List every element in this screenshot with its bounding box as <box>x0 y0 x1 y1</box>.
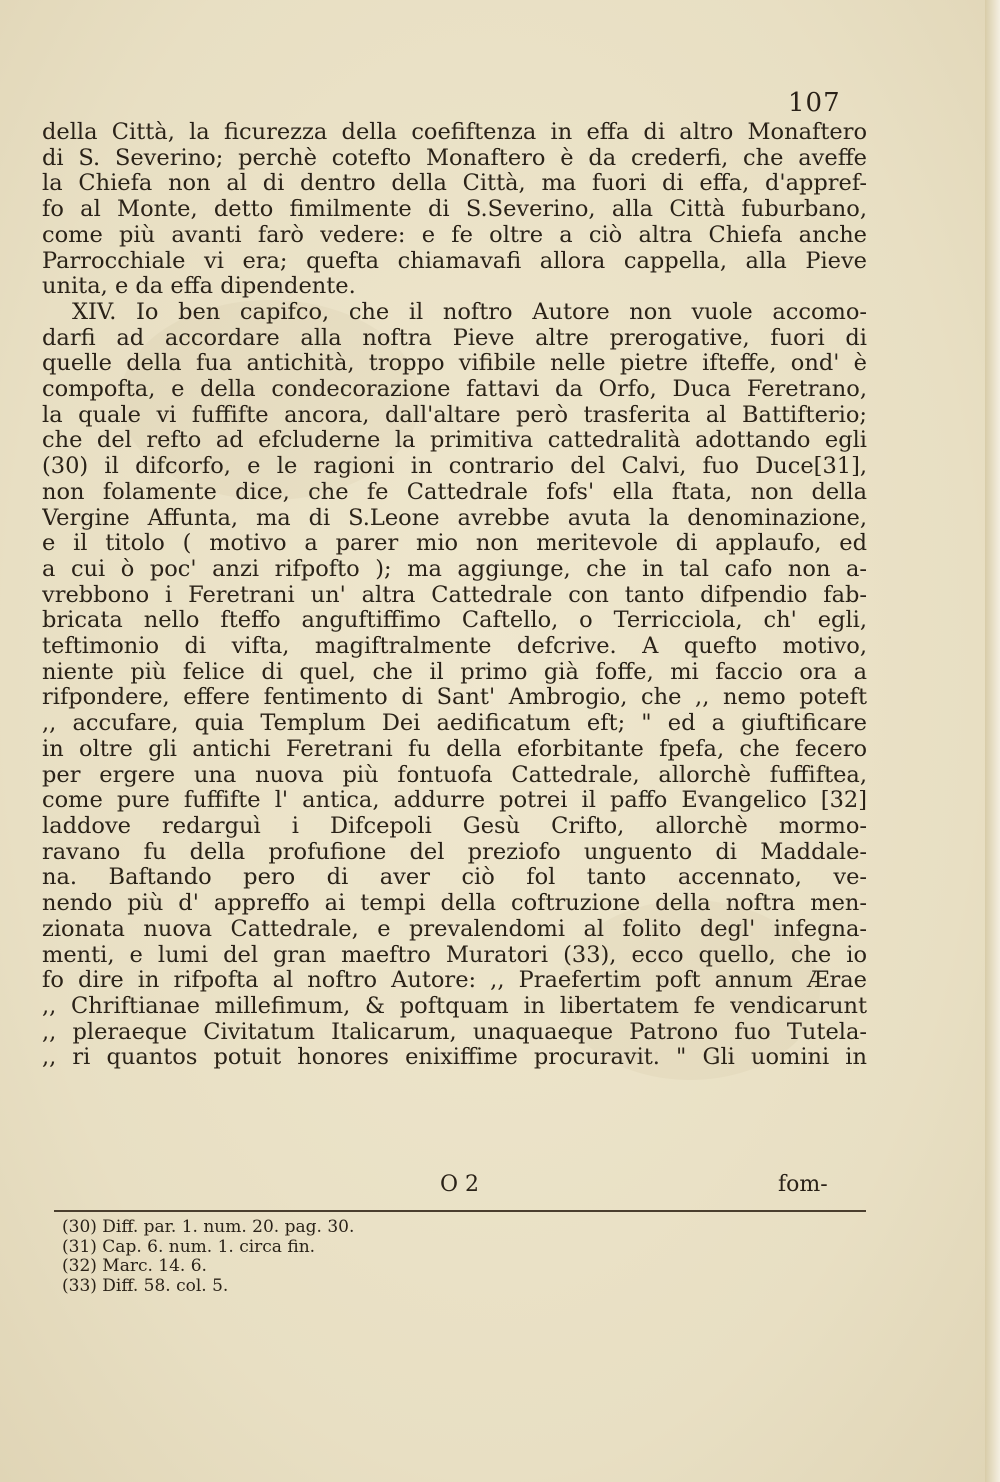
text-line: ,, ri quantos potuit honores enixiffime procuravit. " Gli uomini in <box>42 1045 867 1071</box>
text-line: che del refto ad efcluderne la primitiva cattedralità adottando egli <box>42 428 867 454</box>
page-number: 107 <box>788 88 841 118</box>
text-line: ,, pleraeque Civitatum Italicarum, unaquaeque Patrono fuo Tutela- <box>42 1019 867 1045</box>
footnote: (33) Diff. 58. col. 5. <box>62 1275 229 1296</box>
text-line: (30) il difcorfo, e le ragioni in contrario del Calvi, fuo Duce[31], <box>42 454 867 480</box>
paragraph-start-line: XIV. Io ben capifco, che il noftro Autore non vuole accomo- <box>72 299 867 325</box>
text-line: zionata nuova Cattedrale, e prevalendomi al folito degl' infegna- <box>42 916 867 942</box>
text-line: rifpondere, effere fentimento di Sant' Ambrogio, che ,, nemo poteft <box>42 685 867 711</box>
text-line: vrebbono i Feretrani un' altra Cattedrale con tanto difpendio fab- <box>42 582 867 608</box>
text-line: bricata nello fteffo anguftiffimo Caftello, o Terricciola, ch' egli, <box>42 608 867 634</box>
text-line: na. Baftando pero di aver ciò fol tanto accennato, ve- <box>42 865 867 891</box>
footnote: (30) Diff. par. 1. num. 20. pag. 30. <box>62 1217 355 1237</box>
text-line: ,, accufare, quia Templum Dei aedificatum eft; " ed a giuftificare <box>42 711 867 737</box>
page-edge <box>985 0 1000 1482</box>
footnote-rule <box>54 1210 866 1212</box>
text-line: nendo più d' appreffo ai tempi della coftruzione della noftra men- <box>42 891 867 917</box>
text-line: ravano fu della profufione del preziofo unguento di Maddale- <box>42 839 867 865</box>
text-line: unita, e da effa dipendente. <box>42 274 356 300</box>
catchword: fom- <box>778 1172 828 1197</box>
body-text <box>42 120 867 1071</box>
text-line: darfi ad accordare alla noftra Pieve altre prerogative, fuori di <box>42 325 867 351</box>
text-line: per ergere una nuova più fontuofa Cattedrale, allorchè fuffiftea, <box>42 762 867 788</box>
text-line: in oltre gli antichi Feretrani fu della eforbitante fpefa, che fecero <box>42 736 867 762</box>
text-line: fo al Monte, detto fimilmente di S.Severino, alla Città fuburbano, <box>42 197 867 223</box>
text-line: laddove redarguì i Difcepoli Gesù Crifto, allorchè mormo- <box>42 813 867 839</box>
text-line: quelle della fua antichità, troppo vifibile nelle pietre ifteffe, ond' è <box>42 351 867 377</box>
text-line: della Città, la ficurezza della coefiftenza in effa di altro Monaftero <box>42 120 867 145</box>
text-line: compofta, e della condecorazione fattavi da Orfo, Duca Feretrano, <box>42 377 867 403</box>
text-line: la Chiefa non al di dentro della Città, ma fuori di effa, d'appref- <box>42 171 867 197</box>
text-line: a cui ò poc' anzi rifpofto ); ma aggiunge, che in tal cafo non a- <box>42 556 867 582</box>
text-line: la quale vi fuffifte ancora, dall'altare però trasferita al Battifterio; <box>42 402 867 428</box>
text-line: teftimonio di vifta, magiftralmente defcrive. A quefto motivo, <box>42 634 867 660</box>
footnote: (32) Marc. 14. 6. <box>62 1256 207 1276</box>
text-line: ,, Chriftianae millefimum, & poftquam in libertatem fe vendicarunt <box>42 993 867 1019</box>
text-line: non folamente dice, che fe Cattedrale fofs' ella ftata, non della <box>42 479 867 505</box>
text-line: di S. Severino; perchè cotefto Monaftero è da crederfi, che aveffe <box>42 145 867 171</box>
text-line: come più avanti farò vedere: e fe oltre a ciò altra Chiefa anche <box>42 222 867 248</box>
text-line: e il titolo ( motivo a parer mio non meritevole di applaufo, ed <box>42 531 867 557</box>
text-line: come pure fuffifte l' antica, addurre potrei il paffo Evangelico [32] <box>42 788 867 814</box>
signature-line <box>0 1172 985 1198</box>
footnotes <box>62 1218 562 1296</box>
text-line: niente più felice di quel, che il primo già foffe, mi faccio ora a <box>42 659 867 685</box>
text-line: fo dire in rifpofta al noftro Autore: ,, Praefertim poft annum Ærae <box>42 968 867 994</box>
footnote: (31) Cap. 6. num. 1. circa fin. <box>62 1236 316 1257</box>
text-line: Vergine Affunta, ma di S.Leone avrebbe avuta la denominazione, <box>42 505 867 531</box>
signature-mark: O 2 <box>440 1172 480 1197</box>
text-line: menti, e lumi del gran maeftro Muratori (33), ecco quello, che io <box>42 942 867 968</box>
text-line: Parrocchiale vi era; quefta chiamavafi allora cappella, alla Pieve <box>42 248 867 274</box>
